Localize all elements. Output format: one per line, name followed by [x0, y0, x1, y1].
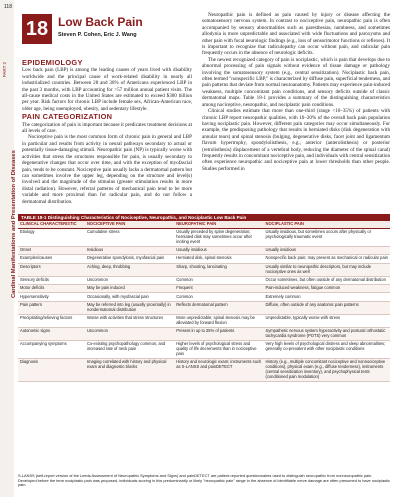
table-row — [18, 301, 390, 314]
table-cell: Frequent — [174, 285, 263, 293]
table-row — [18, 359, 390, 382]
table-cell: Examples/causes — [18, 255, 85, 263]
table-cell: Usually similar to neuropathic descriptors, but may include nociceptive ones as well — [263, 263, 390, 276]
nociplastic-paragraph: The newest recognized category of pain is nociplastic, which is pain that develops due to abnormal processing of pain signals without evidence of tissue damage or pathology involving the somatosensory system (e.g., central sensitization). Nociplastic back pain, often termed "nonspecific LBP," is characterized by diffuse pain, superficial tenderness, and pain patterns that deviate from normal neuroanatomy. Patients may experience pain-induced weakness, multiple concomitant pain conditions, and sensory deficits outside of classic dermatomal maps. Table 18-1 provides a summary of the distinguishing characteristics among nociceptive, neuropathic, and nociplastic pain conditions. — [202, 56, 390, 108]
table-cell: Uncommon — [85, 327, 174, 340]
table-cell: Present in up to 25% of patients — [174, 327, 263, 340]
table-row — [18, 327, 390, 340]
characteristics-table — [18, 221, 390, 382]
categorization-paragraph-1: The categorization of pain is important because it predicates treatment decisions at all levels of care. — [22, 121, 192, 135]
table-cell: Hypersensitivity — [18, 293, 85, 301]
table-row — [18, 228, 390, 246]
table-cell: Herniated disk, spinal stenosis — [174, 255, 263, 263]
table-cell: Sharp, shooting, lancinating — [174, 263, 263, 276]
table-cell: Pain-induced weakness, fatigue common — [263, 285, 390, 293]
table-cell: Insidious — [85, 247, 174, 255]
chapter-authors: Steven P. Cohen, Eric J. Wang — [58, 32, 137, 38]
prevalence-paragraph: Clinical studies estimate that more than one-third (range <10–35%) of patients with chronic LBP report neuropathic qualities, with 10–20% of the overall back pain population having nociplastic pain. However, different pain categories may occur simultaneously. For example, the predisposing pathology that results in herniated disks (disk degeneration with annular tears) and spinal stenosis (bulging, degenerative disks, facet joint and ligamentum flavum hypertrophy, spondylolisthesis, e.g., anterior (anterolisthesis) or posterior (retrolisthesis) displacement of a vertebral body, reducing the diameter of the spinal canal) frequently results in concomitant nociceptive pain, and individuals with central sensitization often experience neuropathic and nociceptive pain at lower thresholds than other people. Studies performed in — [202, 108, 390, 172]
table-row — [18, 263, 390, 276]
table-cell: Worse with activities that stress structures — [85, 314, 174, 327]
table-header-row — [18, 221, 390, 228]
table-header: NEUROPATHIC PAIN — [174, 221, 263, 228]
table-cell: Occur sometimes, but often outside of any dermatomal distribution — [263, 276, 390, 284]
table-cell: Pain pattern — [18, 301, 85, 314]
right-column — [202, 12, 390, 172]
table-cell: Usually preceded by spine degeneration; herniated disk may sometimes occur after inciting event — [174, 228, 263, 246]
table-header: NOCIPLASTIC PAIN — [263, 221, 390, 228]
chapter-number: 18 — [22, 14, 52, 44]
table-cell: May be referred into leg (usually proximally) in nondermatomal distribution — [85, 301, 174, 314]
table-cell: Higher levels of psychological stress and quality of life decrements than in nociceptive pain — [174, 341, 263, 359]
table-row — [18, 341, 390, 359]
table-cell: Co-existing psychopathology common, and increased rate of neck pain — [85, 341, 174, 359]
side-tab-section: PART 2 — [2, 62, 7, 78]
table-cell: Usually insidious — [174, 247, 263, 255]
table-row — [18, 255, 390, 263]
table-cell: Motor deficits — [18, 285, 85, 293]
categorization-paragraph-2: Nociceptive pain is the most common form of chronic pain in general and LBP in particular and results from activity in neural pathways secondary to actual or potentially tissue-damaging stimuli. Neuropathic pain (NP) is typically worse with activities that stress the structures responsible for pain, is usually secondary to degenerative changes that occur over time, and with the exception of myofascial pain, tends to be constant. Nociceptive pain usually lacks a dermatomal pattern but can sometimes involve the upper leg, depending on the structure and level(s) involved and the magnitude of the stimulus (greater stimulation results in more distal radiation). However, referral patterns of mechanical pain tend to be more variable and more proximal than for radicular pain, and do not follow a dermatomal distribution. — [22, 134, 192, 205]
table-header: NOCICEPTIVE PAIN — [85, 221, 174, 228]
table-cell: Onset — [18, 247, 85, 255]
table-row — [18, 276, 390, 284]
table-row — [18, 293, 390, 301]
table-footnote: S-LANSS (self-report version of the Leeds Assessment of Neuropathic Symptoms and Signs) and painDETECT are patient-reported questionnaires used to distinguish neuropathic from nonneuropathic pain. Developed before the term nociplastic pain was proposed, individuals scoring in this predominantly or likely "neuropathic pain" range in the absence of identifiable nerve damage are often presumed to have nociplastic pain. — [18, 473, 390, 488]
side-tab — [0, 0, 17, 497]
table-cell: Etiology — [18, 228, 85, 246]
table-cell: May be pain induced — [85, 285, 174, 293]
side-tab-label: Cardinal Manifestations and Presentation of Diseases — [11, 150, 17, 298]
table-row — [18, 285, 390, 293]
table-cell: Descriptors — [18, 263, 85, 276]
table-cell: Usually insidious — [263, 247, 390, 255]
table-cell: Diagnosis — [18, 359, 85, 382]
section-heading-categorization: PAIN CATEGORIZATION — [22, 112, 113, 122]
table-header: CLINICAL CHARACTERISTIC — [18, 221, 85, 228]
table-cell: Precipitating/relieving factors — [18, 314, 85, 327]
table-18-1 — [18, 214, 390, 382]
table-cell: Sympathetic nervous system hyperactivity and postural orthostatic tachycardia syndrome (POTS) very common — [263, 327, 390, 340]
table-cell: Uncommon — [85, 276, 174, 284]
table-cell: Diffuse, often outside of any anatomic pain patterns — [263, 301, 390, 314]
epidemiology-paragraph: Low back pain (LBP) is among the leading causes of years lived with disability worldwide and the principal cause of work-related disability in nearly all industrialized countries. Between 28 and 38% of Americans experienced LBP in the past 3 months, with LBP accounting for >57 million annual patient visits. The all-cause medical costs in the United States are estimated to exceed $300 billion per year. Risk factors for chronic LBP include female sex, African-American race, older age, being unemployed, obesity, and sedentary lifestyle. — [22, 67, 192, 112]
table-cell: History and neurologic exam; instruments such as S-LANSS and painDETECT — [174, 359, 263, 382]
neuropathic-paragraph: Neuropathic pain is defined as pain caused by injury or disease affecting the somatosensory nervous system. In contrast to nociceptive pain, neuropathic pain is often accompanied by sensory abnormalities such as paresthesias, numbness, and sometimes allodynia is more unpredictable and associated with wide fluctuations and paroxysms and other pain with focal neurologic findings (e.g., loss of sensorimotor functions or reflexes). It is important to recognize that radiculopathy can occur without pain, and radicular pain frequently occurs in the absence of neurologic deficits. — [202, 12, 390, 57]
table-cell: Very high levels of psychological distress and sleep abnormalities; generally co-prevalent with other nociplastic conditions — [263, 341, 390, 359]
chapter-title: Low Back Pain — [58, 15, 143, 29]
table-cell: Accompanying symptoms — [18, 341, 85, 359]
table-cell: Common — [174, 293, 263, 301]
table-cell: Usually insidious, but sometimes occurs after physically or psychologically traumatic event — [263, 228, 390, 246]
table-row — [18, 314, 390, 327]
left-column — [22, 58, 192, 205]
table-cell: Nonspecific back pain; may present as mechanical or radicular pain — [263, 255, 390, 263]
table-cell: Reflects dermatomal pattern — [174, 301, 263, 314]
table-cell: Common — [174, 276, 263, 284]
table-cell: Degenerative spondylosis, myofascial pain — [85, 255, 174, 263]
chapter-header — [22, 14, 192, 54]
table-cell: Sensory deficits — [18, 276, 85, 284]
table-cell: Cumulative stress — [85, 228, 174, 246]
table-cell: Extremely common — [263, 293, 390, 301]
table-cell: Imaging correlated with history and physical exam and diagnostic blocks — [85, 359, 174, 382]
table-cell: Unpredictable, typically worse with stress — [263, 314, 390, 327]
section-heading-epidemiology: EPIDEMIOLOGY — [22, 58, 83, 67]
table-cell: Autonomic signs — [18, 327, 85, 340]
table-cell: Aching, deep, throbbing — [85, 263, 174, 276]
table-title: TABLE 18-1 Distinguishing Characteristics of Nociceptive, Neuropathic, and Nociplastic Low Back Pain — [18, 214, 390, 221]
table-row — [18, 247, 390, 255]
table-cell: More unpredictable; spinal stenosis may be alleviated by forward flexion — [174, 314, 263, 327]
page-number: 118 — [4, 4, 12, 10]
table-cell: Occasionally, with myofascial pain — [85, 293, 174, 301]
table-cell: History (e.g., multiple concomitant nociceptive and nonnociceptive conditions), physical exam (e.g., diffuse tenderness), instruments (central sensitization inventory), and psychophysical tests (conditioned pain modulation) — [263, 359, 390, 382]
